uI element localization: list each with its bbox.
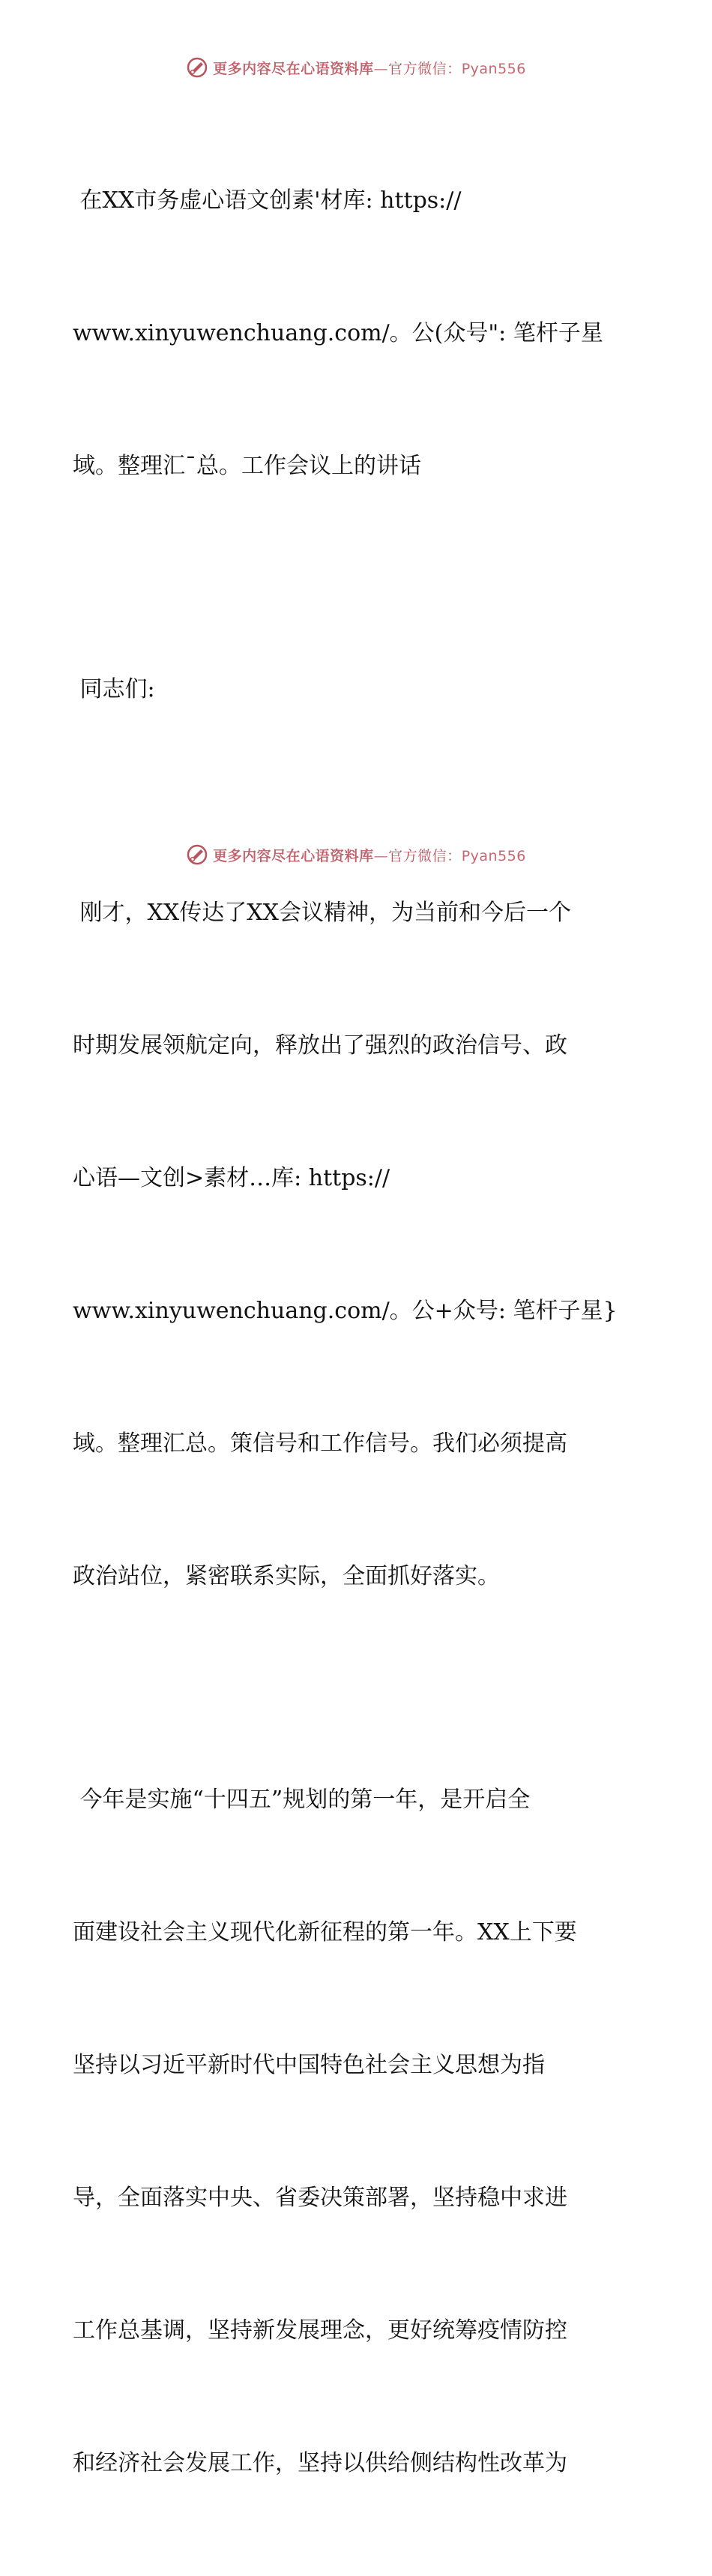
pen-logo-icon: [186, 843, 208, 866]
paragraph-body-1: [73, 802, 642, 1687]
paragraph-body-2: [73, 1689, 642, 2574]
watermark-separator: —: [373, 60, 389, 77]
pen-logo-icon: [186, 56, 208, 79]
text-line: 域。整理汇总。策信号和工作信号。我们必须提高: [73, 1430, 567, 1457]
watermark-separator: —: [373, 847, 389, 864]
header-watermark: [0, 52, 712, 82]
text-line: 坚持以习近平新时代中国特色社会主义思想为指: [73, 2052, 545, 2078]
text-line: www.xinyuwenchuang.com/。公+众号: 笔杆子星}: [73, 1298, 618, 1324]
text-line: 同志们:: [73, 676, 155, 702]
text-line: 面建设社会主义现代化新征程的第一年。XX上下要: [73, 1919, 577, 1945]
paragraph-title: [73, 90, 642, 577]
text-line: 政治站位，紧密联系实际，全面抓好落实。: [73, 1563, 500, 1589]
text-line: 今年是实施“十四五”规划的第一年，是开启全: [73, 1787, 531, 1813]
watermark-text: [213, 58, 526, 78]
watermark-wechat-prefix: 官方微信：: [388, 60, 462, 77]
text-line: 刚才，XX传达了XX会议精神，为当前和今后一个: [73, 900, 571, 926]
watermark-text: [213, 845, 526, 865]
document-body: [73, 90, 642, 2576]
text-line: 和经济社会发展工作，坚持以供给侧结构性改革为: [73, 2450, 567, 2476]
watermark-wechat-prefix: 官方微信：: [388, 847, 462, 864]
paragraph-salutation: [73, 579, 642, 800]
watermark-handle: Pyan556: [461, 847, 526, 864]
text-line: 导，全面落实中央、省委决策部署，坚持稳中求进: [73, 2185, 567, 2211]
text-line: 心语—文创>素材…库: https://: [73, 1165, 390, 1191]
text-line: 域。整理汇¯总。工作会议上的讲话: [73, 453, 421, 479]
watermark-brand: 更多内容尽在心语资料库: [213, 847, 374, 864]
footer-watermark: [0, 840, 712, 870]
text-line: 工作总基调，坚持新发展理念，更好统筹疫情防控: [73, 2317, 567, 2344]
text-line: www.xinyuwenchuang.com/。公(众号": 笔杆子星: [73, 320, 603, 346]
watermark-handle: Pyan556: [461, 60, 526, 77]
watermark-brand: 更多内容尽在心语资料库: [213, 60, 374, 77]
text-line: 在XX市务虚心语文创素'材库: https://: [73, 187, 462, 214]
text-line: 时期发展领航定向，释放出了强烈的政治信号、政: [73, 1032, 567, 1059]
